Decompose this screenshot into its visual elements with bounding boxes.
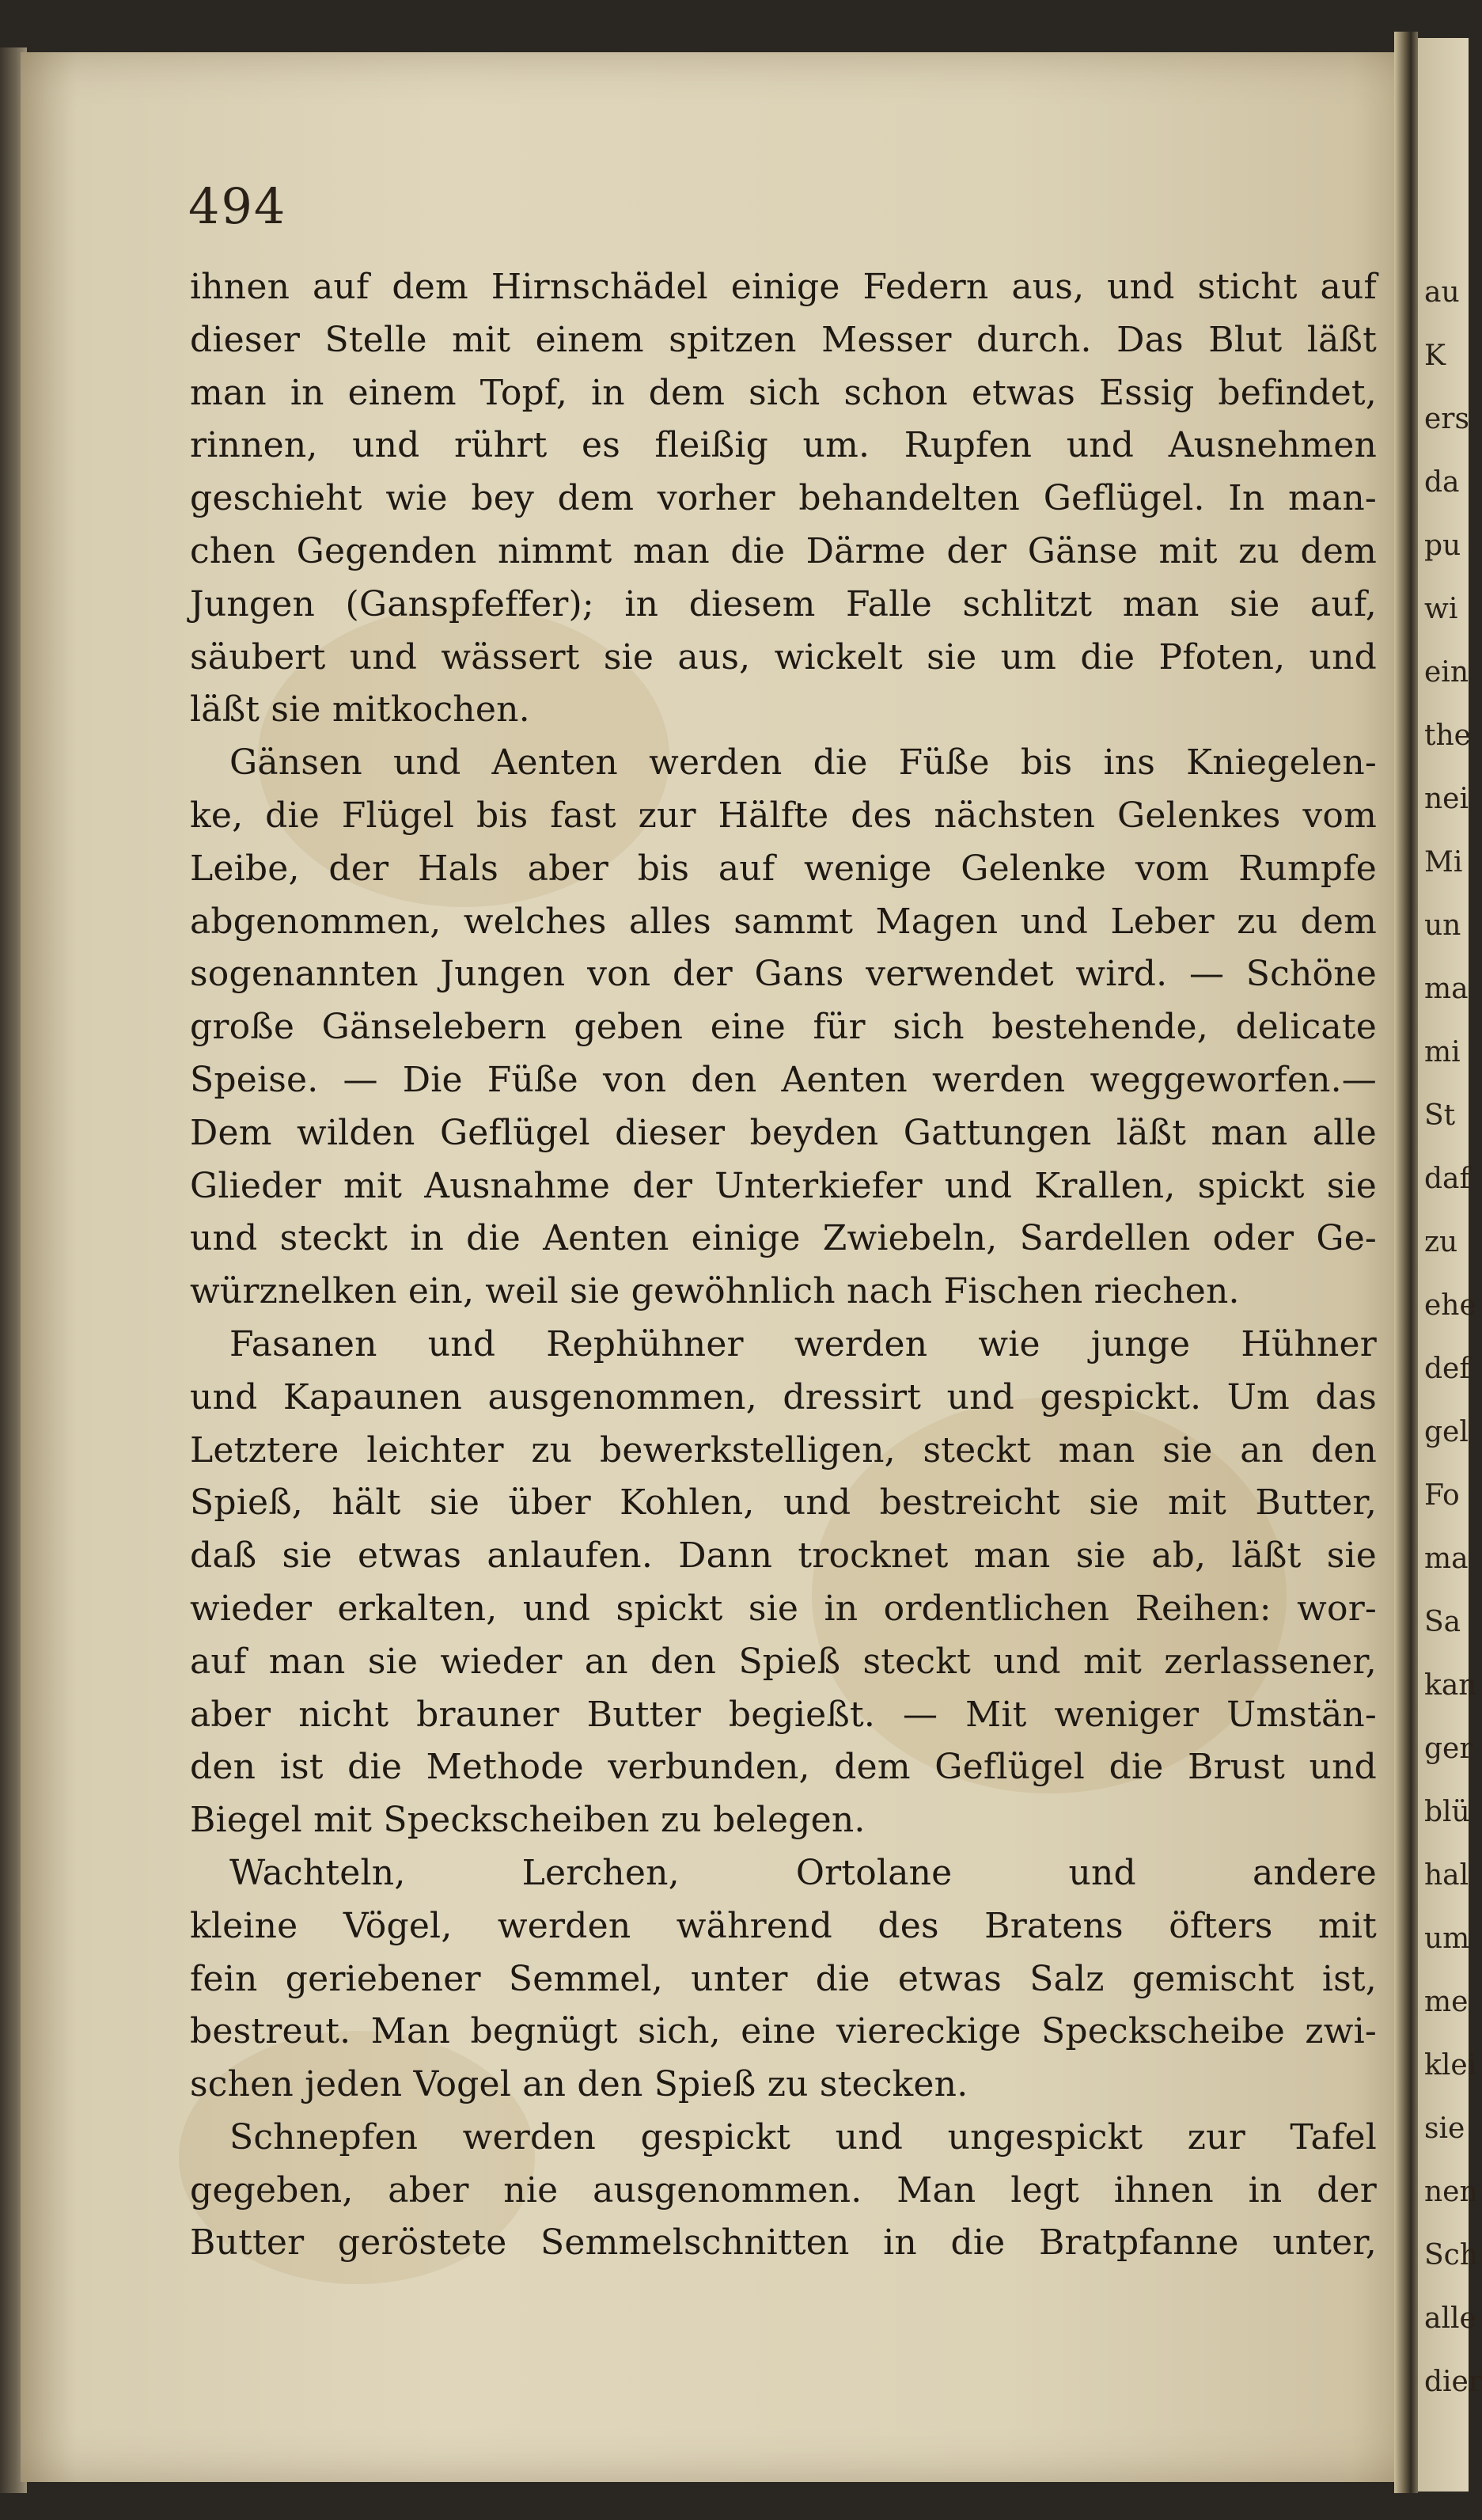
- facing-page-fragment: the: [1424, 719, 1471, 752]
- text-line: kleine Vögel, werden während des Bratens öfters mit: [190, 1905, 1377, 1946]
- text-line: und Kapaunen ausgenommen, dressirt und gespickt. Um das: [190, 1376, 1377, 1418]
- facing-page-fragment: ehe: [1424, 1289, 1476, 1322]
- facing-page-fragment: nei: [1424, 783, 1469, 815]
- facing-page-fragment: Fo: [1424, 1479, 1460, 1512]
- facing-page-fragment: St: [1424, 1099, 1456, 1132]
- facing-page-fragment: blü: [1424, 1796, 1470, 1828]
- text-line: Biegel mit Speckscheiben zu belegen.: [190, 1800, 866, 1841]
- facing-page-fragment: ger: [1424, 1732, 1473, 1765]
- facing-page-fragment: hal: [1424, 1859, 1469, 1892]
- text-line: aber nicht brauner Butter begießt. — Mit weniger Umstän-: [190, 1694, 1377, 1735]
- book-gutter: [1394, 32, 1418, 2493]
- facing-page-fragment: Mi: [1424, 846, 1463, 879]
- facing-page-fragment: un: [1424, 909, 1461, 942]
- facing-page-fragment: nen: [1424, 2176, 1478, 2208]
- text-line: Glieder mit Ausnahme der Unterkiefer und Krallen, spickt sie: [190, 1165, 1377, 1206]
- text-line: läßt sie mitkochen.: [190, 689, 530, 731]
- facing-page-fragments: [1424, 261, 1482, 2414]
- facing-page-fragment: pu: [1424, 529, 1461, 562]
- facing-page-fragment: ma: [1424, 973, 1469, 1005]
- text-line: rinnen, und rührt es fleißig um. Rupfen und Ausnehmen: [190, 425, 1377, 466]
- text-line: Dem wilden Geflügel dieser beyden Gattungen läßt man alle: [190, 1112, 1377, 1153]
- text-line: und steckt in die Aenten einige Zwiebeln, Sardellen oder Ge-: [190, 1218, 1377, 1259]
- text-line: Speise. — Die Füße von den Aenten werden weggeworfen.—: [190, 1059, 1377, 1100]
- facing-page-fragment: ein: [1424, 656, 1469, 689]
- text-line: fein geriebener Semmel, unter die etwas Salz gemischt ist,: [190, 1958, 1377, 1999]
- text-line: daß sie etwas anlaufen. Dann trocknet man sie ab, läßt sie: [190, 1535, 1377, 1577]
- facing-page-fragment: zu: [1424, 1226, 1458, 1258]
- facing-page-fragment: daf: [1424, 1163, 1470, 1195]
- text-line: würznelken ein, weil sie gewöhnlich nach Fischen riechen.: [190, 1271, 1240, 1312]
- text-line: bestreut. Man begnügt sich, eine viereckige Speckscheibe zwi-: [190, 2011, 1377, 2052]
- facing-page-fragment: sie: [1424, 2112, 1465, 2145]
- facing-page-fragment: def: [1424, 1353, 1470, 1385]
- facing-page-fragment: gel: [1424, 1416, 1469, 1448]
- text-line: auf man sie wieder an den Spieß steckt und mit zerlassener,: [190, 1641, 1377, 1682]
- facing-page-fragment: dier: [1424, 2366, 1482, 2398]
- facing-page-fragment: da: [1424, 466, 1460, 499]
- facing-page-fragment: um: [1424, 1922, 1470, 1955]
- text-line: schen jeden Vogel an den Spieß zu stecken.: [190, 2064, 968, 2105]
- facing-page-fragment: alle: [1424, 2302, 1476, 2335]
- text-line: ke, die Flügel bis fast zur Hälfte des nächsten Gelenkes vom: [190, 795, 1377, 836]
- text-line: wieder erkalten, und spickt sie in ordentlichen Reihen: wor-: [190, 1588, 1377, 1629]
- text-line: Jungen (Ganspfeffer); in diesem Falle schlitzt man sie auf,: [190, 583, 1377, 624]
- text-line: Leibe, der Hals aber bis auf wenige Gelenke vom Rumpfe: [190, 848, 1377, 889]
- facing-page-fragment: au: [1424, 276, 1460, 309]
- facing-page-fragment: Sa: [1424, 1606, 1461, 1638]
- facing-page-fragment: K: [1424, 340, 1446, 372]
- text-line: sogenannten Jungen von der Gans verwendet wird. — Schöne: [190, 954, 1377, 995]
- page-number: 494: [188, 177, 287, 235]
- text-line: den ist die Methode verbunden, dem Geflügel die Brust und: [190, 1747, 1377, 1788]
- facing-page-fragment: Sch: [1424, 2239, 1479, 2271]
- text-line: abgenommen, welches alles sammt Magen und Leber zu dem: [190, 901, 1377, 942]
- facing-page-fragment: kan: [1424, 1669, 1477, 1702]
- text-line: Butter geröstete Semmelschnitten in die Bratpfanne unter,: [190, 2222, 1377, 2264]
- facing-page-fragment: me: [1424, 1986, 1469, 2018]
- text-line: Fasanen und Rephühner werden wie junge Hühner: [229, 1323, 1377, 1364]
- facing-page-fragment: klei: [1424, 2049, 1477, 2082]
- text-line: gegeben, aber nie ausgenommen. Man legt ihnen in der: [190, 2169, 1377, 2211]
- text-line: dieser Stelle mit einem spitzen Messer durch. Das Blut läßt: [190, 319, 1377, 360]
- text-line: man in einem Topf, in dem sich schon etwas Essig befindet,: [190, 372, 1377, 413]
- text-line: chen Gegenden nimmt man die Därme der Gänse mit zu dem: [190, 530, 1377, 571]
- body-text: [190, 261, 1377, 2270]
- text-line: geschieht wie bey dem vorher behandelten Geflügel. In man-: [190, 478, 1377, 519]
- text-line: Spieß, hält sie über Kohlen, und bestreicht sie mit Butter,: [190, 1482, 1377, 1524]
- facing-page-fragment: wi: [1424, 593, 1458, 625]
- facing-page-fragment: ma: [1424, 1543, 1469, 1575]
- text-line: ihnen auf dem Hirnschädel einige Federn aus, und sticht auf: [190, 267, 1377, 307]
- text-line: Wachteln, Lerchen, Ortolane und andere: [229, 1852, 1377, 1893]
- text-line: säubert und wässert sie aus, wickelt sie um die Pfoten, und: [190, 636, 1377, 677]
- text-line: große Gänselebern geben eine für sich bestehende, delicate: [190, 1007, 1377, 1048]
- text-line: Schnepfen werden gespickt und ungespickt zur Tafel: [229, 2116, 1377, 2158]
- text-line: Letztere leichter zu bewerkstelligen, steckt man sie an den: [190, 1429, 1377, 1471]
- facing-page-fragment: mi: [1424, 1036, 1461, 1068]
- facing-page-fragment: ers: [1424, 403, 1469, 435]
- text-line: Gänsen und Aenten werden die Füße bis ins Kniegelen-: [229, 742, 1377, 784]
